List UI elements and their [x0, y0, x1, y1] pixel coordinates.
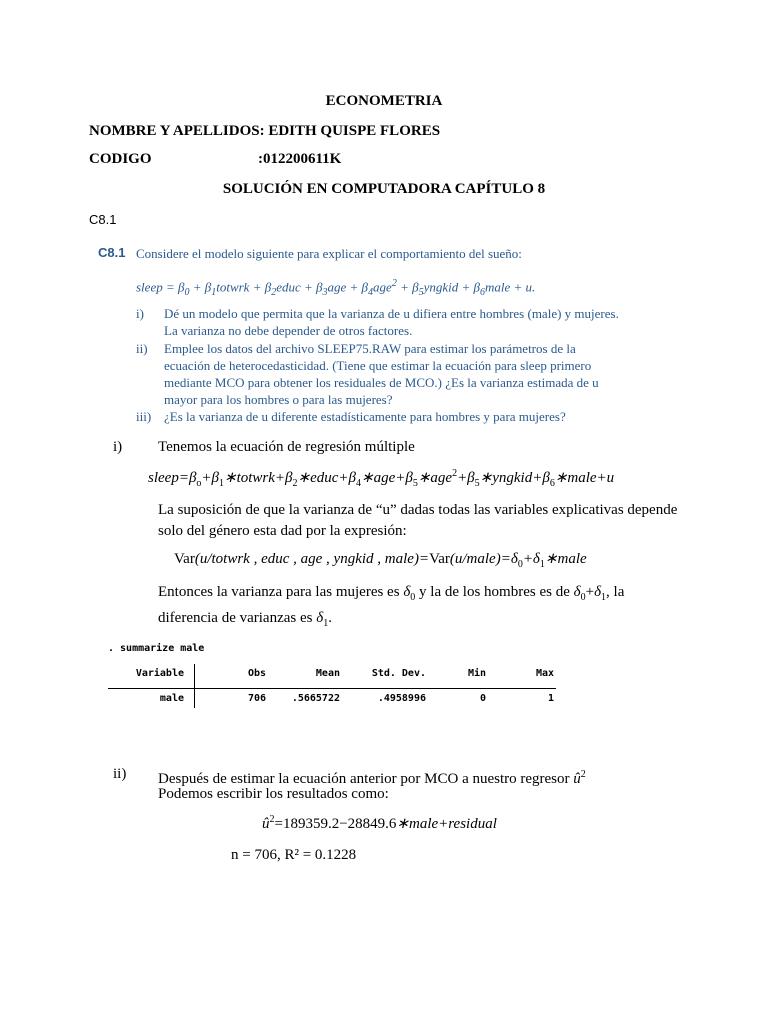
section-label: C8.1 [89, 212, 117, 227]
document-title: ECONOMETRIA [325, 93, 443, 109]
column-header: Max [535, 668, 554, 679]
table-separator [194, 664, 195, 708]
item-text: Emplee los datos del archivo SLEEP75.RAW para estimar los parámetros de la ecuación de heterocedasticidad. (Tiene que estimar la ecuación para sleep primero mediante MCO para obtener los residuales de MCO.) ¿Es la varianza estimada de u mayor para los hombres o para las mujeres? [164, 341, 599, 407]
document-subtitle: SOLUCIÓN EN COMPUTADORA CAPÍTULO 8 [222, 181, 546, 197]
code-label: CODIGO [89, 151, 152, 167]
regression-equation: $sleep=\beta_o+\beta_1∗totwrk+\beta_2∗educ+\beta_4∗age+\beta_5∗age^2+\beta_5∗yngkid+\beta_6∗male+u$ [148, 468, 615, 489]
table-cell: 1 [547, 693, 554, 704]
item-number: ii) [136, 341, 148, 356]
answer-i-number: i) [113, 439, 123, 455]
exercise-box [98, 243, 628, 423]
exercise-number: C8.1 [98, 245, 126, 260]
item-number: i) [136, 306, 144, 321]
item-number: iii) [136, 409, 152, 424]
exercise-item-i [136, 305, 626, 341]
exercise-intro: Considere el modelo siguiente para explicar el comportamiento del sueño: [136, 246, 522, 261]
answer-ii-line-2: Podemos escribir los resultados como: [158, 786, 389, 802]
column-header: Mean [315, 668, 340, 679]
column-header: Std. Dev. [371, 668, 426, 679]
student-name: NOMBRE Y APELLIDOS: EDITH QUISPE FLORES [89, 123, 441, 139]
residual-equation: $û^2=189359.2-28849.6∗male+residual$ [262, 814, 497, 832]
answer-ii-number: ii) [113, 766, 127, 782]
table-row [108, 689, 556, 713]
item-text: ¿Es la varianza de u diferente estadísticamente para hombres y para mujeres? [164, 409, 566, 424]
item-text: Dé un modelo que permita que la varianza de u difiera entre hombres (male) y mujeres. La varianza no debe depender de otros factores. [164, 306, 619, 338]
answer-ii-line-1: Después de estimar la ecuación anterior por MCO a nuestro regresor $û^2$ [158, 769, 586, 787]
code-value: :012200611K [258, 151, 342, 167]
column-header: Min [467, 668, 486, 679]
exercise-item-iii [136, 408, 626, 426]
table-cell: 706 [247, 693, 266, 704]
table-cell: .4958996 [377, 693, 426, 704]
table-cell: 0 [479, 693, 486, 704]
exercise-item-ii [136, 340, 626, 410]
table-header-row [108, 664, 556, 688]
column-header: Variable [135, 668, 184, 679]
table-cell: .5665722 [291, 693, 340, 704]
answer-i-lead: Tenemos la ecuación de regresión múltiple [158, 439, 415, 455]
regression-stats: n = 706, R² = 0.1228 [231, 847, 357, 863]
answer-i-paragraph-2: Entonces la varianza para las mujeres es $\delta_0$ y la de los hombres es de $\delta_0+\delta_1$, la diferencia de varianzas es $\delta_1$. [158, 584, 625, 629]
column-header: Obs [247, 668, 266, 679]
variance-equation: Var(u/totwrk , educ , age , yngkid , $male)=Var(u/male)=\delta_0+\delta_1∗male$ [174, 551, 587, 570]
exercise-model: sleep = $\beta_0$ + $\beta_1totwrk$ + $\beta_2educ + \beta_3age + \beta_4age^2$ + $\beta_5yngkid$ + $\beta_6male + u$. [136, 278, 536, 298]
summary-table [108, 664, 556, 713]
answer-i-paragraph-1: La suposición de que la varianza de “u” dadas todas las variables explicativas depende solo del género esta dad por la expresión: [158, 502, 678, 539]
stata-command: . summarize male [108, 643, 205, 654]
table-cell: male [159, 693, 184, 704]
